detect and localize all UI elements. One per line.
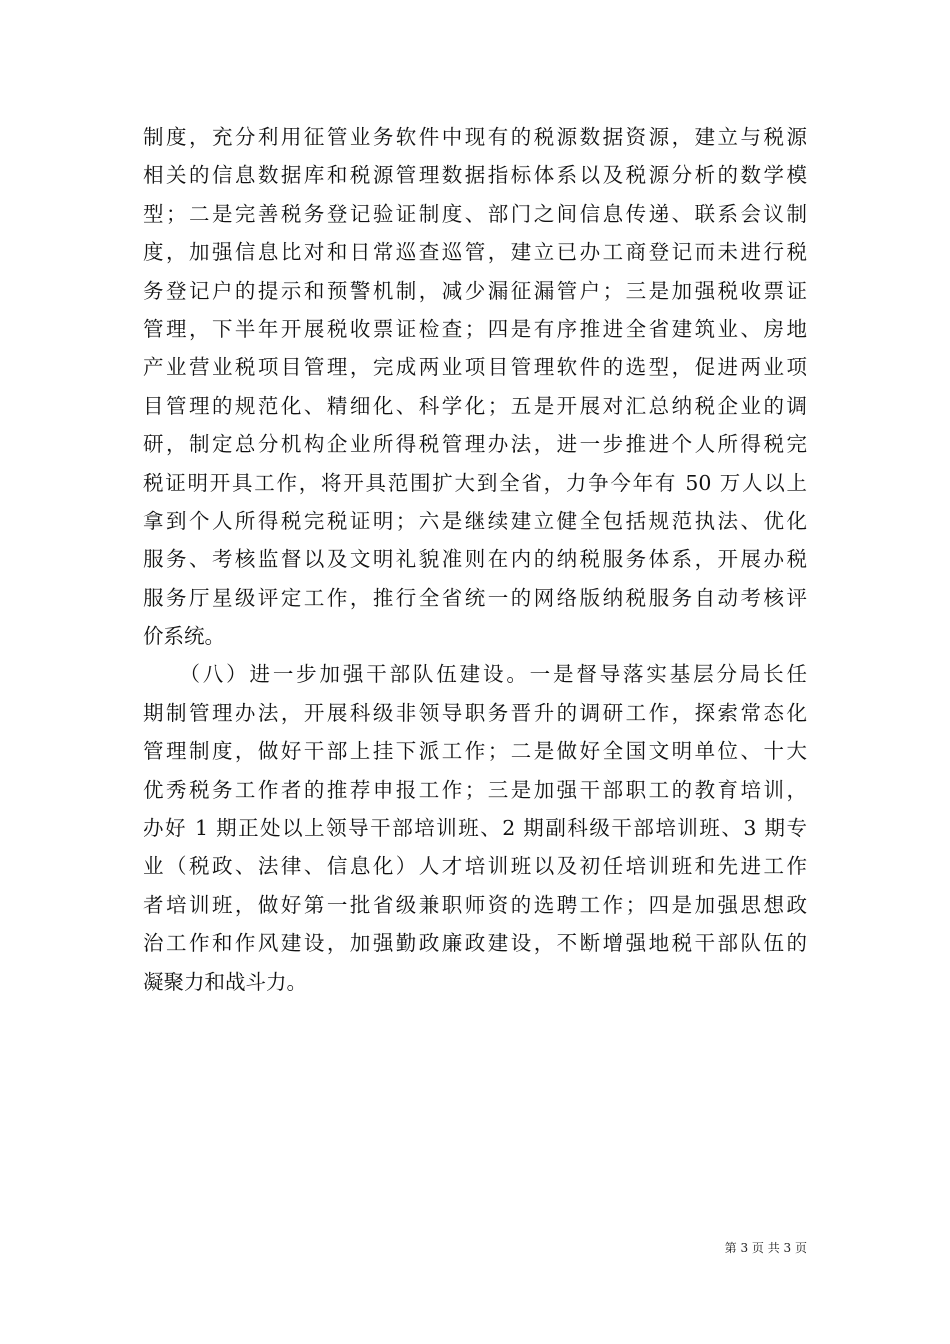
text-line: 产业营业税项目管理，完成两业项目管理软件的选型，促进两业项: [143, 355, 807, 380]
text-line: 治工作和作风建设，加强勤政廉政建设，不断增强地税干部队伍的: [143, 931, 807, 956]
text-line: 服务、考核监督以及文明礼貌准则在内的纳税服务体系，开展办税: [143, 547, 807, 572]
text-line: 目管理的规范化、精细化、科学化；五是开展对汇总纳税企业的调: [143, 393, 807, 418]
text-line: 办好 1 期正处以上领导干部培训班、2 期副科级干部培训班、3 期专: [143, 816, 807, 841]
text-line: 型；二是完善税务登记验证制度、部门之间信息传递、联系会议制: [143, 201, 807, 226]
text-line: 税证明开具工作，将开具范围扩大到全省，力争今年有 50 万人以上: [143, 470, 807, 495]
text-line: 相关的信息数据库和税源管理数据指标体系以及税源分析的数学模: [143, 163, 807, 188]
text-line: 务登记户的提示和预警机制，减少漏征漏管户；三是加强税收票证: [143, 278, 807, 303]
text-line: 管理制度，做好干部上挂下派工作；二是做好全国文明单位、十大: [143, 739, 807, 764]
text-line: 业（税政、法律、信息化）人才培训班以及初任培训班和先进工作: [143, 854, 807, 879]
text-line: （八）进一步加强干部队伍建设。一是督导落实基层分局长任: [143, 662, 807, 687]
text-line: 管理，下半年开展税收票证检查；四是有序推进全省建筑业、房地: [143, 316, 807, 341]
text-line: 期制管理办法，开展科级非领导职务晋升的调研工作，探索常态化: [143, 700, 807, 725]
text-line: 研，制定总分机构企业所得税管理办法，进一步推进个人所得税完: [143, 432, 807, 457]
text-line: 服务厅星级评定工作，推行全省统一的网络版纳税服务自动考核评: [143, 585, 807, 610]
text-line: 凝聚力和战斗力。: [143, 969, 307, 994]
body-text: [143, 118, 807, 1001]
text-line: 度，加强信息比对和日常巡查巡管，建立已办工商登记而未进行税: [143, 240, 807, 265]
text-line: 拿到个人所得税完税证明；六是继续建立健全包括规范执法、优化: [143, 508, 807, 533]
text-line: 者培训班，做好第一批省级兼职师资的选聘工作；四是加强思想政: [143, 892, 807, 917]
text-line: 价系统。: [143, 624, 225, 649]
text-line: 优秀税务工作者的推荐申报工作；三是加强干部职工的教育培训，: [143, 777, 807, 802]
text-line: 制度，充分利用征管业务软件中现有的税源数据资源，建立与税源: [143, 125, 807, 149]
page-number: 第 3 页 共 3 页: [724, 1241, 807, 1255]
